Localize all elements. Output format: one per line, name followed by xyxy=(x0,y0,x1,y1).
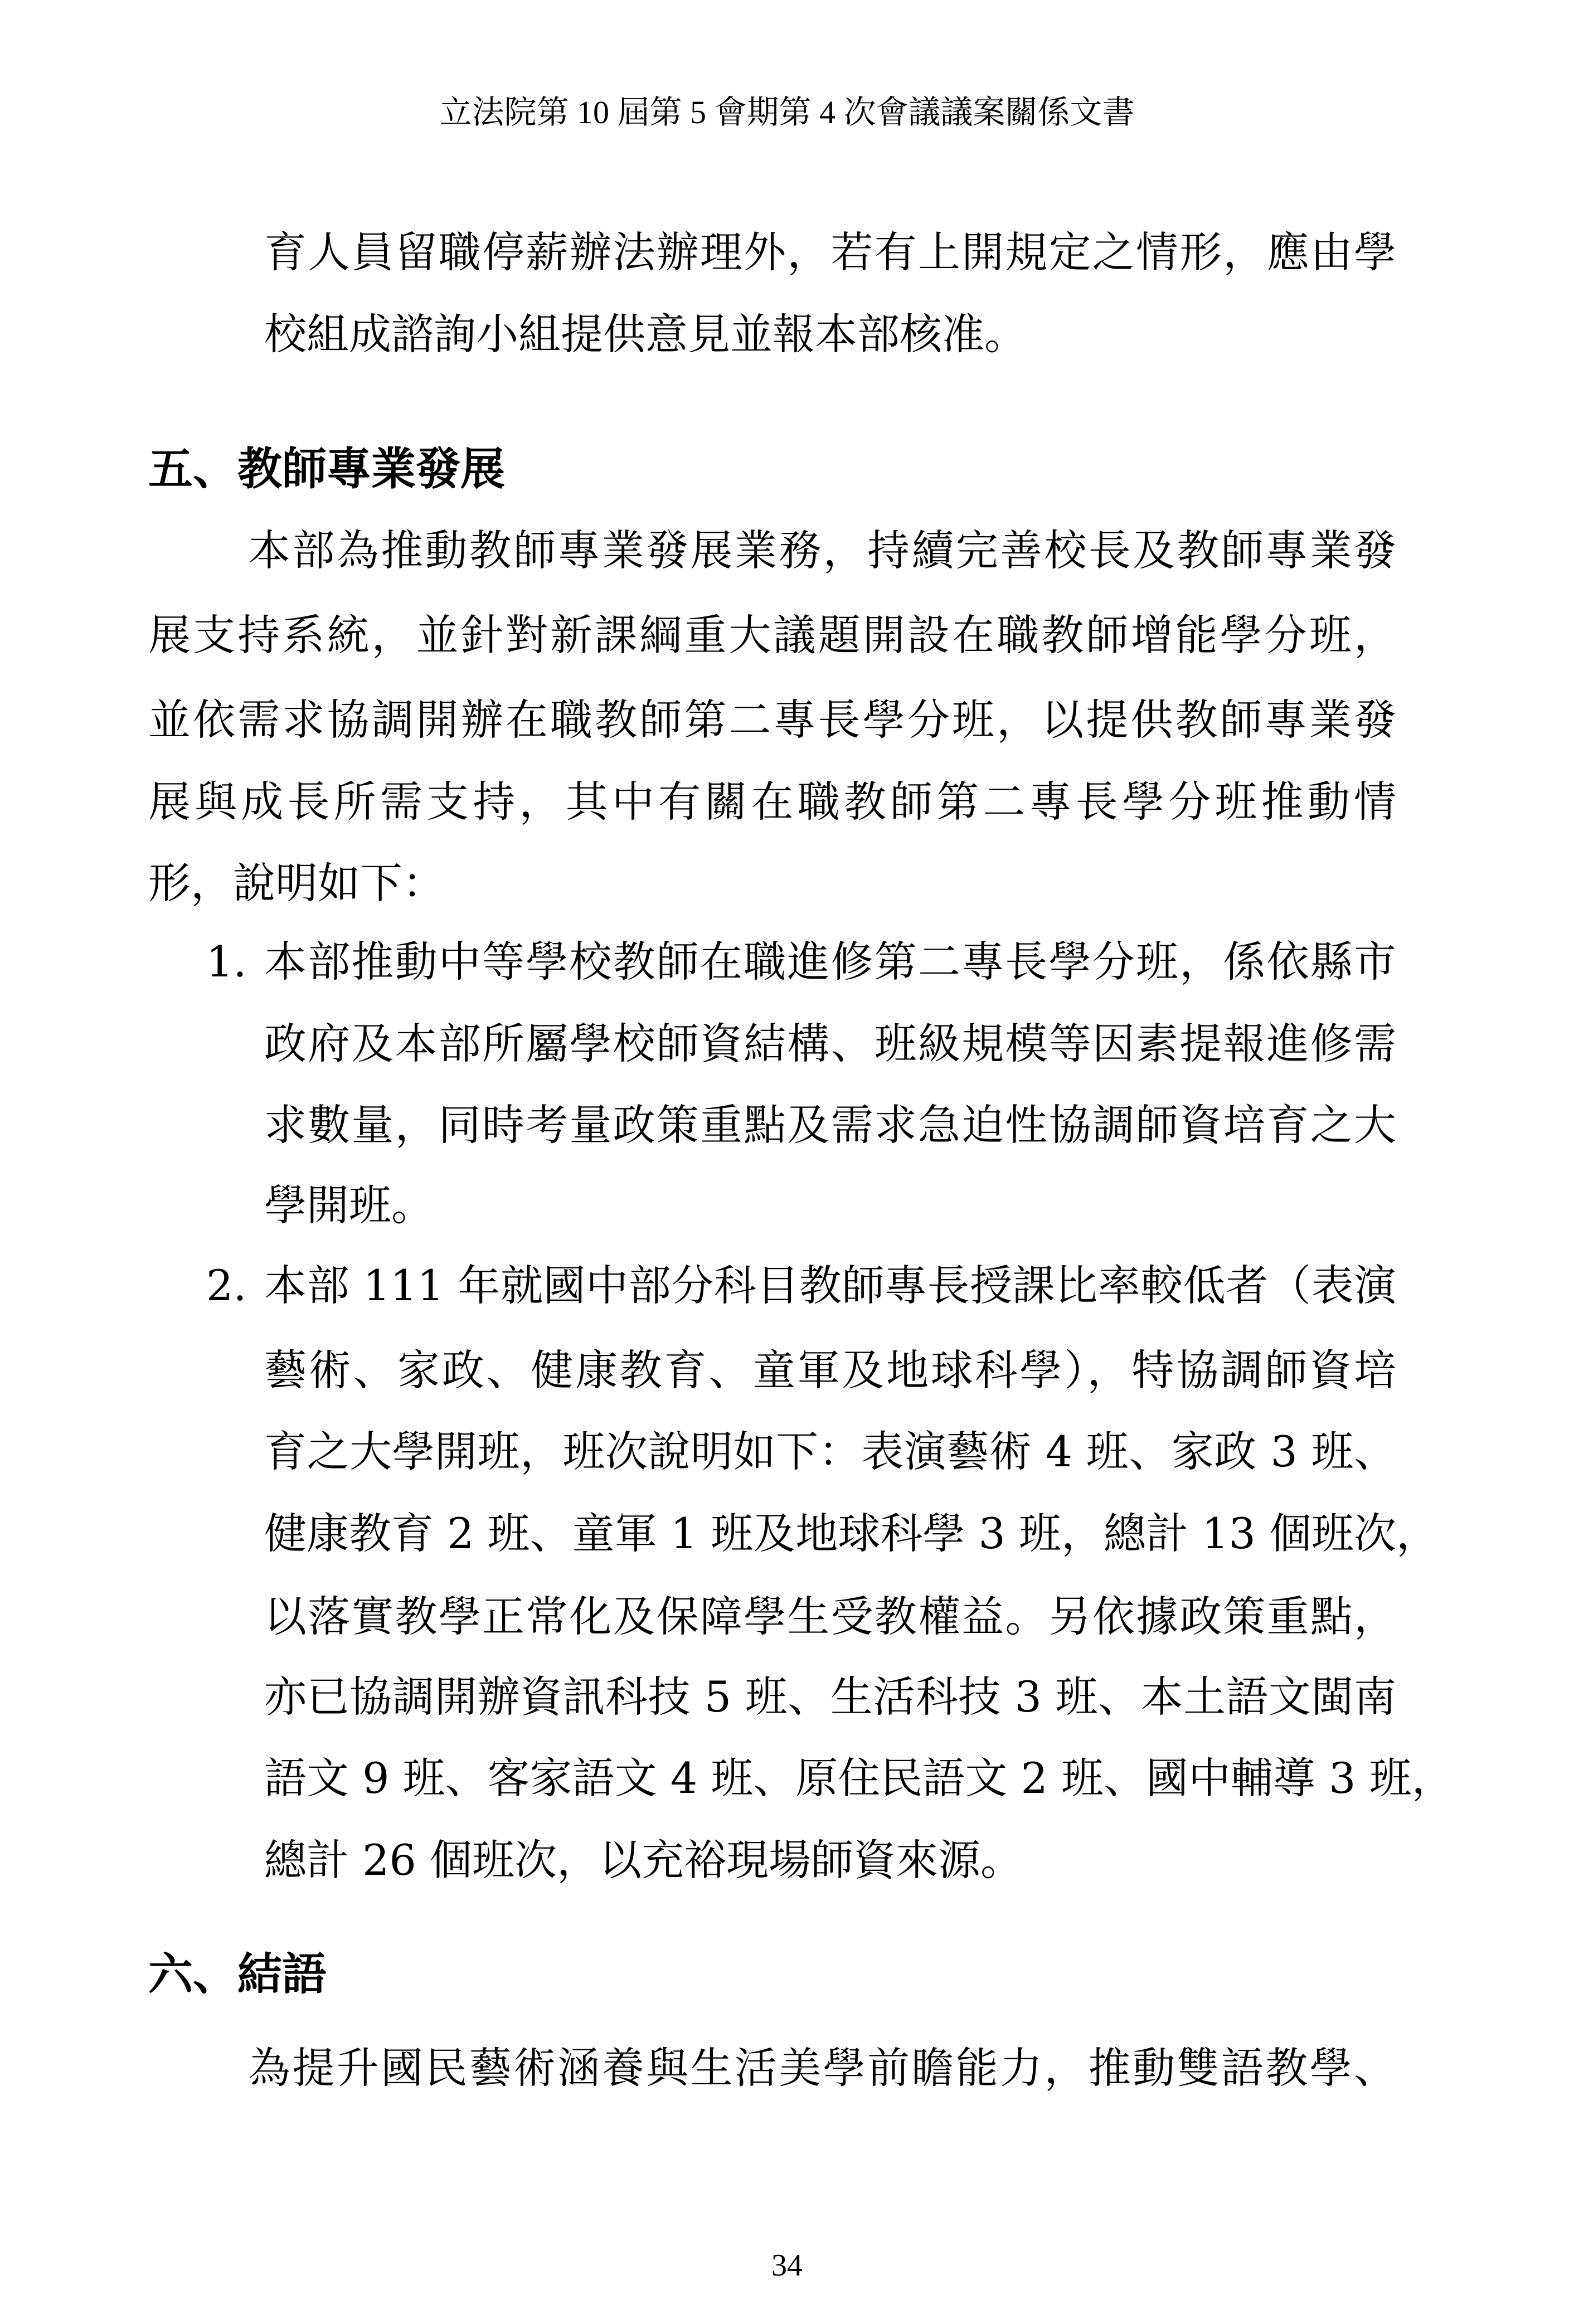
list-item-line: 本部 111 年就國中部分科目教師專長授課比率較低者（表演 xyxy=(264,1261,1396,1310)
list-item-line: 健康教育 2 班、童軍 1 班及地球科學 3 班，總計 13 個班次， xyxy=(264,1509,1439,1558)
list-item-line: 求數量，同時考量政策重點及需求急迫性協調師資培育之大 xyxy=(264,1100,1396,1150)
paragraph-line: 校組成諮詢小組提供意見並報本部核准。 xyxy=(264,309,1027,359)
list-item-line: 亦已協調開辦資訊科技 5 班、生活科技 3 班、本土語文閩南 xyxy=(264,1672,1396,1722)
document-header: 立法院第 10 屆第 5 會期第 4 次會議議案關係文書 xyxy=(439,94,1135,130)
list-item-line: 總計 26 個班次，以充裕現場師資來源。 xyxy=(264,1835,1023,1885)
list-item-line: 藝術、家政、健康教育、童軍及地球科學），特協調師資培 xyxy=(264,1345,1396,1395)
paragraph-line: 育人員留職停薪辦法辦理外，若有上開規定之情形，應由學 xyxy=(264,227,1396,277)
section-heading: 五、教師專業發展 xyxy=(148,443,505,495)
list-number: 2. xyxy=(206,1261,247,1310)
list-number: 1. xyxy=(206,937,247,986)
list-item-line: 本部推動中等學校教師在職進修第二專長學分班，係依縣市 xyxy=(264,937,1396,986)
paragraph-line: 形，說明如下： xyxy=(148,858,445,908)
list-item-line: 語文 9 班、客家語文 4 班、原住民語文 2 班、國中輔導 3 班， xyxy=(264,1753,1454,1803)
page-number: 34 xyxy=(771,2248,803,2283)
list-item-line: 學開班。 xyxy=(264,1180,434,1230)
list-item-line: 育之大學開班，班次說明如下：表演藝術 4 班、家政 3 班、 xyxy=(264,1427,1396,1476)
paragraph-line: 展支持系統，並針對新課綱重大議題開設在職教師增能學分班， xyxy=(148,610,1396,660)
paragraph-line: 展與成長所需支持，其中有關在職教師第二專長學分班推動情 xyxy=(148,777,1396,826)
paragraph-line: 並依需求協調開辦在職教師第二專長學分班，以提供教師專業發 xyxy=(148,695,1396,745)
paragraph-line: 為提升國民藝術涵養與生活美學前瞻能力，推動雙語教學、 xyxy=(248,2043,1396,2093)
list-item-line: 以落實教學正常化及保障學生受教權益。另依據政策重點， xyxy=(264,1592,1396,1641)
paragraph-line: 本部為推動教師專業發展業務，持續完善校長及教師專業發 xyxy=(248,526,1396,575)
list-item-line: 政府及本部所屬學校師資結構、班級規模等因素提報進修需 xyxy=(264,1019,1396,1068)
section-heading: 六、結語 xyxy=(148,1948,327,2000)
